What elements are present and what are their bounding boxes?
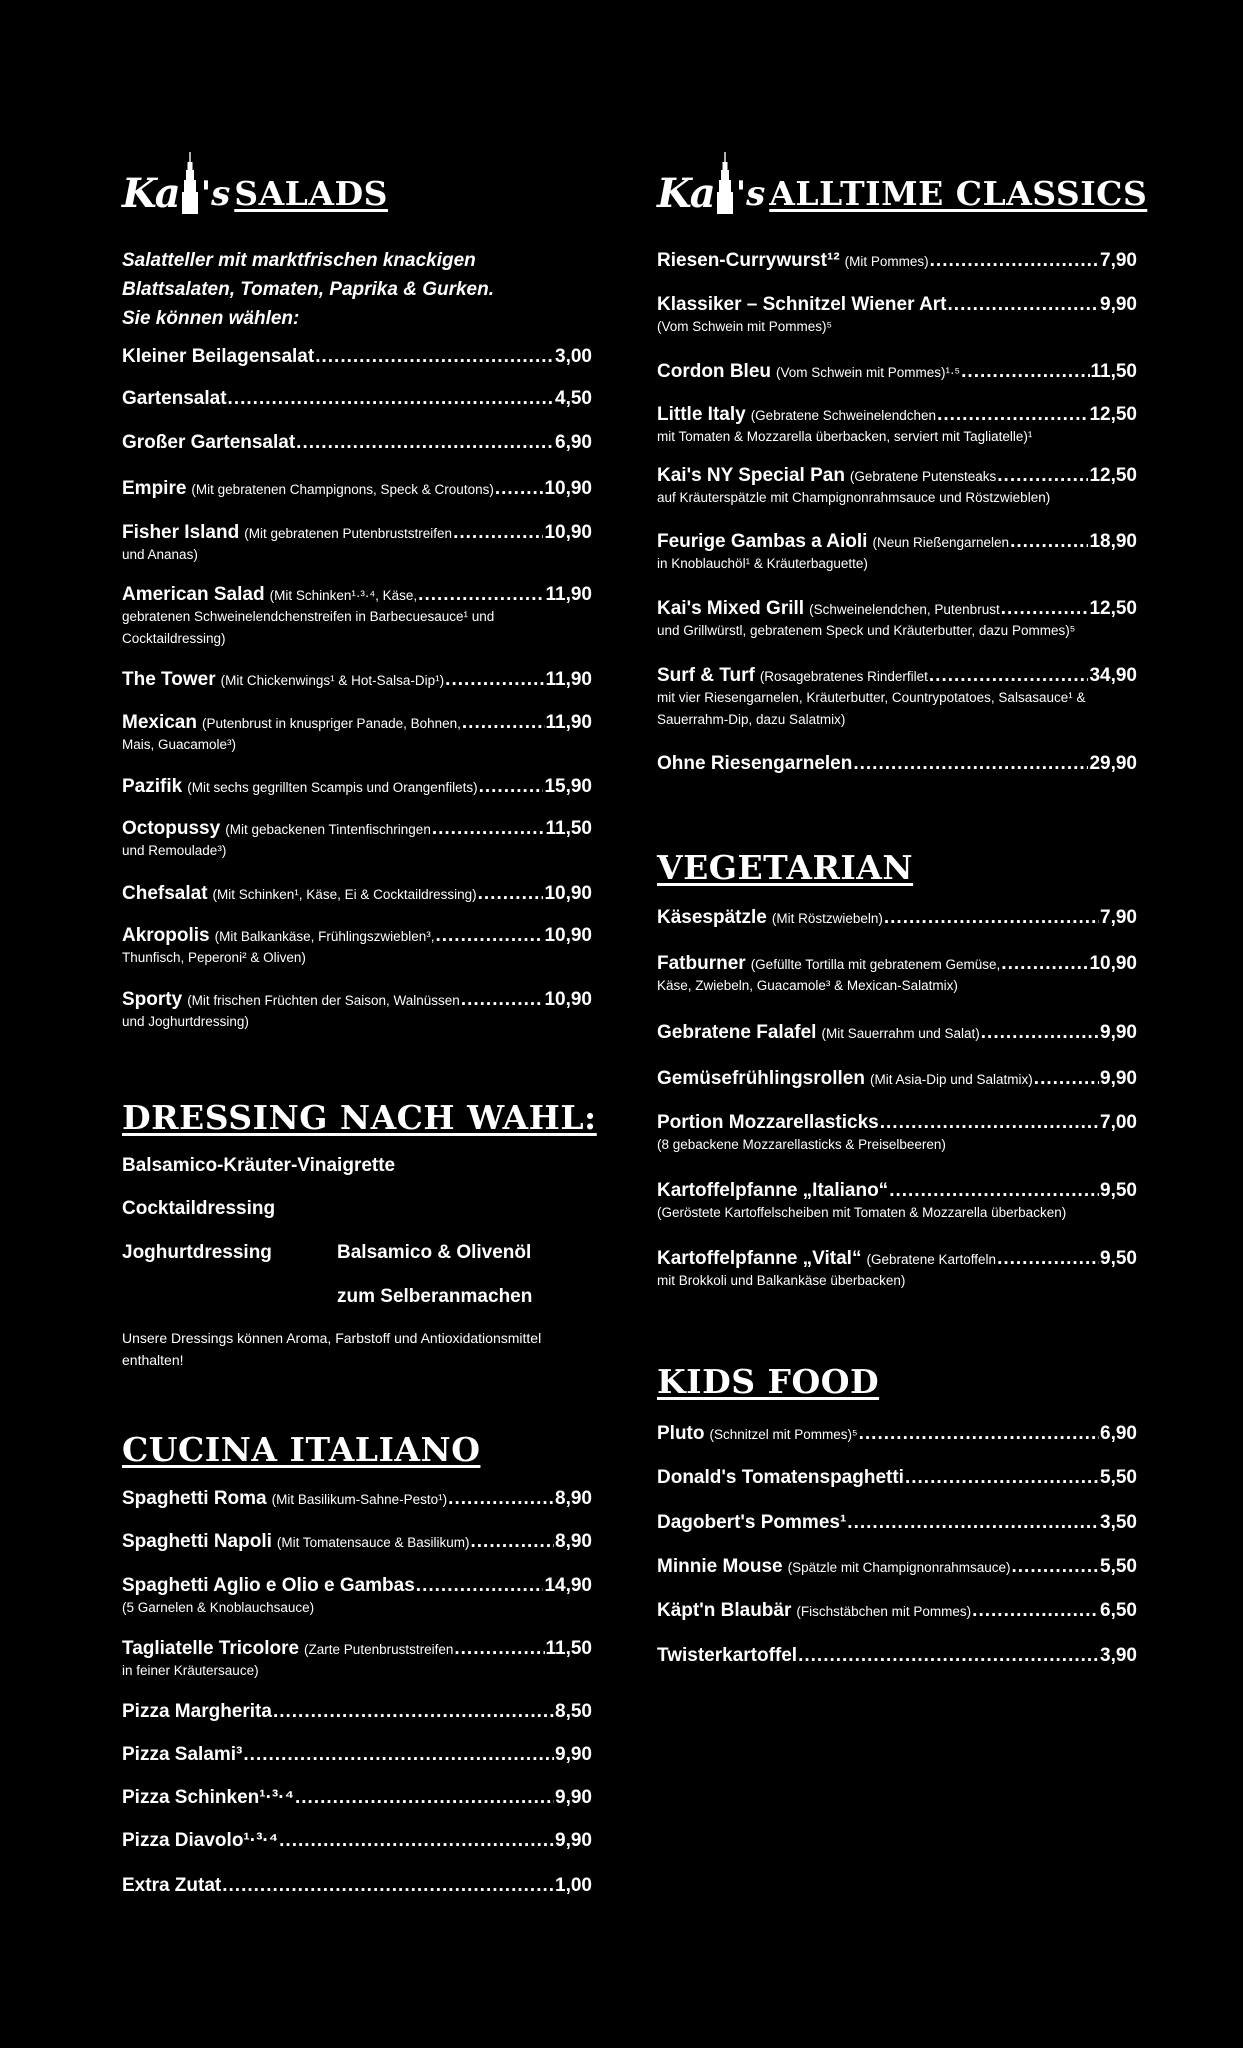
menu-item xyxy=(657,1556,1137,1578)
menu-item-line xyxy=(657,1423,1137,1445)
menu-item-name: Empire xyxy=(122,478,187,499)
menu-item-note: (Mit Röstzwiebeln) xyxy=(771,911,883,926)
menu-item-line xyxy=(122,925,592,947)
menu-item-line xyxy=(122,1744,592,1766)
menu-item-price: 1,00 xyxy=(555,1875,592,1896)
dot-leader xyxy=(972,1600,1099,1622)
menu-item-name: Pizza Schinken¹·³·⁴ xyxy=(122,1787,294,1808)
menu-item-line xyxy=(657,1112,1137,1134)
menu-item-note: (Spätzle mit Champignonrahmsauce) xyxy=(787,1560,1011,1575)
menu-item-name: Akropolis xyxy=(122,925,210,946)
menu-item-description: (Vom Schwein mit Pommes)⁵ xyxy=(657,319,833,334)
menu-item-description: mit vier Riesengarnelen, Kräuterbutter, Countrypotatoes, Salsasauce¹ & Sauerrahm-Dip, dazu Salatmix) xyxy=(657,690,1086,727)
menu-item-description: Mais, Guacamole³) xyxy=(122,737,237,752)
menu-item-price: 10,90 xyxy=(544,989,592,1010)
dot-leader xyxy=(279,1830,554,1852)
menu-item xyxy=(122,1787,592,1809)
dot-leader xyxy=(905,1467,1099,1489)
menu-item-line xyxy=(657,598,1137,620)
dot-leader xyxy=(295,1787,554,1809)
menu-item xyxy=(657,404,1137,448)
vegetarian-title: VEGETARIAN xyxy=(657,848,914,887)
menu-item-line xyxy=(122,1575,592,1597)
dot-leader xyxy=(997,1248,1099,1270)
menu-item-line xyxy=(657,531,1137,553)
menu-item-note: (Neun Rießengarnelen xyxy=(872,535,1010,550)
menu-item xyxy=(122,522,592,566)
menu-item-price: 9,90 xyxy=(555,1744,592,1765)
menu-item-note: (Mit gebratenen Putenbruststreifen xyxy=(244,526,453,541)
menu-item-line xyxy=(657,1068,1137,1090)
menu-item xyxy=(122,669,592,691)
menu-item-price: 7,00 xyxy=(1100,1112,1137,1133)
empire-state-building-icon xyxy=(181,152,199,214)
menu-item-name: Donald's Tomatenspaghetti xyxy=(657,1467,904,1488)
menu-item xyxy=(657,1467,1137,1489)
menu-item-name: Käpt'n Blaubär xyxy=(657,1600,792,1621)
menu-item-price: 11,50 xyxy=(545,1638,592,1659)
kais-logo xyxy=(657,150,766,217)
menu-item-price: 9,50 xyxy=(1100,1248,1137,1269)
menu-item-name: Fatburner xyxy=(657,953,746,974)
menu-item-line xyxy=(657,907,1137,929)
kais-logo xyxy=(122,150,231,217)
menu-item-price: 11,90 xyxy=(545,669,592,690)
menu-item-name: Pizza Margherita xyxy=(122,1701,272,1722)
empire-state-building-icon xyxy=(716,152,734,214)
menu-item-price: 6,50 xyxy=(1100,1600,1137,1621)
dot-leader xyxy=(981,1022,1099,1044)
menu-item-line xyxy=(657,404,1137,426)
menu-item-name: Feurige Gambas a Aioli xyxy=(657,531,868,552)
menu-item-note: (Mit Basilikum-Sahne-Pesto¹) xyxy=(271,1492,448,1507)
menu-item xyxy=(122,925,592,969)
dot-leader xyxy=(315,346,554,368)
menu-item-name: Little Italy xyxy=(657,404,746,425)
menu-item xyxy=(657,1022,1137,1044)
dot-leader xyxy=(847,1512,1099,1534)
dressing-notice: Unsere Dressings können Aroma, Farbstoff und Antioxidationsmittel enthalten! xyxy=(122,1330,542,1368)
menu-item xyxy=(122,818,592,862)
menu-item-name: Spaghetti Napoli xyxy=(122,1531,272,1552)
menu-item-price: 8,90 xyxy=(555,1531,592,1552)
dot-leader xyxy=(948,294,1100,316)
menu-item-name: Pizza Diavolo¹·³·⁴ xyxy=(122,1830,279,1851)
menu-item-price: 12,50 xyxy=(1089,465,1137,486)
dot-leader xyxy=(435,925,543,947)
menu-item-line xyxy=(657,361,1137,383)
kids-title: KIDS FOOD xyxy=(657,1362,880,1401)
dot-leader xyxy=(880,1112,1099,1134)
menu-item xyxy=(122,478,592,500)
menu-item-price: 9,90 xyxy=(555,1830,592,1851)
menu-item-note: (Putenbrust in knuspriger Panade, Bohnen, xyxy=(201,716,461,731)
menu-item-note: (Mit Asia-Dip und Salatmix) xyxy=(869,1072,1033,1087)
classics-heading xyxy=(657,150,1148,217)
menu-item-price: 10,90 xyxy=(544,478,592,499)
menu-item-price: 12,50 xyxy=(1089,404,1137,425)
menu-item-name: Gebratene Falafel xyxy=(657,1022,817,1043)
menu-item xyxy=(657,1068,1137,1090)
logo-ka: Ka xyxy=(657,170,714,217)
menu-item-price: 8,90 xyxy=(555,1488,592,1509)
menu-item-name: Ohne Riesengarnelen xyxy=(657,753,853,774)
classics-title: ALLTIME CLASSICS xyxy=(769,174,1148,213)
menu-item-note: (Mit Schinken¹·³·⁴, Käse, xyxy=(269,588,418,603)
menu-item-note: (Mit Balkankäse, Frühlingszwieblen³, xyxy=(214,929,435,944)
menu-item-description: (8 gebackene Mozzarellasticks & Preiselbeeren) xyxy=(657,1137,946,1152)
dot-leader xyxy=(416,1575,544,1597)
menu-item xyxy=(657,1423,1137,1445)
menu-item-line xyxy=(122,388,592,410)
dressing-option: Cocktaildressing xyxy=(122,1198,276,1219)
menu-item-line xyxy=(657,1512,1137,1534)
menu-item-line xyxy=(122,883,592,905)
menu-item-price: 11,90 xyxy=(545,584,592,605)
menu-item-note: (Mit gebratenen Champignons, Speck & Croutons) xyxy=(191,482,494,497)
dressing-option-note: zum Selberanmachen xyxy=(337,1286,533,1307)
dot-leader xyxy=(273,1701,554,1723)
menu-item-price: 11,90 xyxy=(545,712,592,733)
menu-item xyxy=(657,250,1137,272)
menu-item-name: Kai's Mixed Grill xyxy=(657,598,805,619)
menu-item-note: (Mit gebackenen Tintenfischringen xyxy=(225,822,431,837)
menu-item xyxy=(122,1701,592,1723)
menu-item-description: gebratenen Schweinelendchenstreifen in Barbecuesauce¹ und Cocktaildressing) xyxy=(122,609,495,646)
dot-leader xyxy=(889,1180,1099,1202)
menu-item-line xyxy=(122,1830,592,1852)
menu-item xyxy=(657,1600,1137,1622)
dressing-option: Joghurtdressing xyxy=(122,1242,272,1263)
menu-item-name: Minnie Mouse xyxy=(657,1556,783,1577)
menu-item-name: Riesen-Currywurst¹² xyxy=(657,250,840,271)
menu-item-line xyxy=(122,712,592,734)
menu-item-line xyxy=(657,665,1137,687)
menu-item-line xyxy=(122,1875,592,1897)
dot-leader xyxy=(479,776,544,798)
menu-item xyxy=(657,531,1137,575)
menu-item-name: Tagliatelle Tricolore xyxy=(122,1638,300,1659)
menu-item-description: und Joghurtdressing) xyxy=(122,1014,249,1029)
dressing-title: DRESSING NACH WAHL: xyxy=(122,1098,597,1137)
menu-item-line xyxy=(122,776,592,798)
menu-item-name: Kartoffelpfanne „Vital“ xyxy=(657,1248,862,1269)
menu-item-description: Thunfisch, Peperoni² & Oliven) xyxy=(122,950,306,965)
menu-item-note: (Gebratene Schweinelendchen xyxy=(750,408,937,423)
dot-leader xyxy=(1011,1556,1099,1578)
menu-item-name: Kartoffelpfanne „Italiano“ xyxy=(657,1180,889,1201)
menu-item-name: Gartensalat xyxy=(122,388,227,409)
menu-item-name: Pluto xyxy=(657,1423,705,1444)
menu-item xyxy=(122,432,592,454)
menu-item-name: Twisterkartoffel xyxy=(657,1645,798,1666)
menu-item-description: und Grillwürstl, gebratenem Speck und Kräuterbutter, dazu Pommes)⁵ xyxy=(657,623,1076,638)
dot-leader xyxy=(997,465,1088,487)
menu-item-note: (Mit Pommes) xyxy=(844,254,929,269)
menu-item-name: Extra Zutat xyxy=(122,1875,222,1896)
menu-item-note: (Gebratene Putensteaks xyxy=(849,469,997,484)
menu-item xyxy=(657,1512,1137,1534)
menu-item-description: (5 Garnelen & Knoblauchsauce) xyxy=(122,1600,315,1615)
menu-item-name: Dagobert's Pommes¹ xyxy=(657,1512,847,1533)
menu-item-name: The Tower xyxy=(122,669,216,690)
menu-item-name: Mexican xyxy=(122,712,197,733)
menu-item xyxy=(122,584,592,650)
menu-item xyxy=(657,1248,1137,1292)
menu-item-line xyxy=(122,522,592,544)
dot-leader xyxy=(853,753,1088,775)
menu-item-price: 6,90 xyxy=(555,432,592,453)
menu-item-line xyxy=(122,669,592,691)
menu-item-note: (Zarte Putenbruststreifen xyxy=(304,1642,454,1657)
menu-item xyxy=(657,665,1137,731)
menu-item-line xyxy=(122,478,592,500)
menu-item-name: Kai's NY Special Pan xyxy=(657,465,845,486)
dot-leader xyxy=(929,665,1089,687)
menu-item-line xyxy=(657,250,1137,272)
menu-item-line xyxy=(657,1556,1137,1578)
dot-leader xyxy=(1034,1068,1099,1090)
menu-item-name: Fisher Island xyxy=(122,522,240,543)
menu-item-price: 18,90 xyxy=(1089,531,1137,552)
menu-item-price: 3,50 xyxy=(1100,1512,1137,1533)
dot-leader xyxy=(1001,598,1089,620)
dot-leader xyxy=(461,989,544,1011)
menu-item-name: Großer Gartensalat xyxy=(122,432,296,453)
dot-leader xyxy=(859,1423,1099,1445)
dot-leader xyxy=(418,584,544,606)
logo-ka: Ka xyxy=(122,170,179,217)
menu-item-name: Käsespätzle xyxy=(657,907,767,928)
menu-item-price: 11,50 xyxy=(545,818,592,839)
menu-item-description: in feiner Kräutersauce) xyxy=(122,1663,259,1678)
menu-item-name: Pizza Salami³ xyxy=(122,1744,243,1765)
intro-line: Salatteller mit marktfrischen knackigen xyxy=(122,250,476,271)
menu-item-line xyxy=(122,1701,592,1723)
dot-leader xyxy=(1001,953,1088,975)
menu-item xyxy=(657,1645,1137,1667)
dot-leader xyxy=(462,712,545,734)
dot-leader xyxy=(470,1531,554,1553)
menu-item-line xyxy=(122,346,592,368)
menu-item-line xyxy=(657,1467,1137,1489)
dot-leader xyxy=(228,388,554,410)
menu-item-name: Portion Mozzarellasticks xyxy=(657,1112,879,1133)
menu-item-line xyxy=(657,465,1137,487)
dot-leader xyxy=(495,478,544,500)
dot-leader xyxy=(884,907,1099,929)
menu-item-name: Surf & Turf xyxy=(657,665,755,686)
menu-item-note: (Gefüllte Tortilla mit gebratenem Gemüse, xyxy=(750,957,1001,972)
dot-leader xyxy=(448,1488,554,1510)
menu-item-price: 34,90 xyxy=(1089,665,1137,686)
menu-item-name: Pazifik xyxy=(122,776,183,797)
dressing-option: Balsamico & Olivenöl xyxy=(337,1242,532,1263)
menu-item xyxy=(122,346,592,368)
menu-item xyxy=(657,361,1137,383)
menu-item xyxy=(122,1638,592,1682)
menu-item-line xyxy=(657,753,1137,775)
menu-item xyxy=(657,1112,1137,1156)
menu-item-note: (Schnitzel mit Pommes)⁵ xyxy=(709,1427,858,1442)
menu-item xyxy=(657,753,1137,775)
menu-item-line xyxy=(122,1638,592,1660)
logo-s: 's xyxy=(735,174,766,214)
menu-item-description: (Geröstete Kartoffelscheiben mit Tomaten & Mozzarella überbacken) xyxy=(657,1205,1067,1220)
menu-item xyxy=(122,1575,592,1619)
menu-item-note: (Gebratene Kartoffeln xyxy=(866,1252,997,1267)
menu-item-price: 5,50 xyxy=(1100,1556,1137,1577)
menu-item xyxy=(122,1531,592,1553)
menu-item-line xyxy=(122,989,592,1011)
menu-item-line xyxy=(657,953,1137,975)
dot-leader xyxy=(222,1875,554,1897)
menu-item xyxy=(657,953,1137,997)
dot-leader xyxy=(961,361,1089,383)
dot-leader xyxy=(798,1645,1099,1667)
menu-item-description: mit Tomaten & Mozzarella überbacken, serviert mit Tagliatelle)¹ xyxy=(657,429,1033,444)
menu-item-line xyxy=(122,818,592,840)
dot-leader xyxy=(296,432,554,454)
menu-item-line xyxy=(657,1180,1137,1202)
menu-item-name: Gemüsefrühlingsrollen xyxy=(657,1068,865,1089)
menu-item-note: (Mit sechs gegrillten Scampis und Orangenfilets) xyxy=(187,780,478,795)
menu-item-name: Spaghetti Aglio e Olio e Gambas xyxy=(122,1575,415,1596)
menu-item-price: 15,90 xyxy=(544,776,592,797)
menu-item-price: 7,90 xyxy=(1100,907,1137,928)
menu-item-price: 9,90 xyxy=(1100,294,1137,315)
dot-leader xyxy=(454,1638,544,1660)
menu-item-note: (Mit Sauerrahm und Salat) xyxy=(821,1026,980,1041)
dot-leader xyxy=(243,1744,554,1766)
menu-item-price: 10,90 xyxy=(544,925,592,946)
menu-item xyxy=(122,883,592,905)
menu-item-name: Spaghetti Roma xyxy=(122,1488,267,1509)
menu-item-price: 3,90 xyxy=(1100,1645,1137,1666)
menu-item-price: 9,50 xyxy=(1100,1180,1137,1201)
menu-item-price: 9,90 xyxy=(555,1787,592,1808)
dot-leader xyxy=(1010,531,1088,553)
menu-item-price: 4,50 xyxy=(555,388,592,409)
dressing-option: Balsamico-Kräuter-Vinaigrette xyxy=(122,1155,396,1176)
menu-item xyxy=(122,712,592,756)
menu-item xyxy=(122,1744,592,1766)
menu-item xyxy=(122,1830,592,1852)
dot-leader xyxy=(478,883,544,905)
menu-item-line xyxy=(122,1531,592,1553)
dot-leader xyxy=(937,404,1088,426)
menu-item xyxy=(122,388,592,410)
menu-item-line xyxy=(122,584,592,606)
menu-item-description: Käse, Zwiebeln, Guacamole³ & Mexican-Salatmix) xyxy=(657,978,958,993)
menu-item-description: mit Brokkoli und Balkankäse überbacken) xyxy=(657,1273,906,1288)
menu-item-price: 8,50 xyxy=(555,1701,592,1722)
salads-heading xyxy=(122,150,388,217)
menu-item xyxy=(657,294,1137,338)
menu-item-note: (Mit Tomatensauce & Basilikum) xyxy=(276,1535,470,1550)
menu-item-price: 12,50 xyxy=(1089,598,1137,619)
menu-item-note: (Mit Schinken¹, Käse, Ei & Cocktaildressing) xyxy=(212,887,477,902)
menu-item-line xyxy=(657,294,1137,316)
italiano-title: CUCINA ITALIANO xyxy=(122,1430,481,1469)
menu-item-line xyxy=(657,1248,1137,1270)
menu-item-line xyxy=(657,1645,1137,1667)
menu-item-description: in Knoblauchöl¹ & Kräuterbaguette) xyxy=(657,556,868,571)
menu-item-description: und Ananas) xyxy=(122,547,198,562)
logo-s: 's xyxy=(200,174,231,214)
menu-item-line xyxy=(122,432,592,454)
menu-item-note: (Mit frischen Früchten der Saison, Walnüssen xyxy=(187,993,460,1008)
menu-item-name: Klassiker – Schnitzel Wiener Art xyxy=(657,294,947,315)
menu-item-line xyxy=(657,1600,1137,1622)
intro-line: Blattsalaten, Tomaten, Paprika & Gurken. xyxy=(122,279,495,300)
menu-item-description: und Remoulade³) xyxy=(122,843,227,858)
menu-item-name: Octopussy xyxy=(122,818,221,839)
dot-leader xyxy=(432,818,545,840)
menu-item-price: 3,00 xyxy=(555,346,592,367)
menu-item-line xyxy=(122,1488,592,1510)
menu-item-note: (Mit Chickenwings¹ & Hot-Salsa-Dip¹) xyxy=(220,673,445,688)
menu-item-name: Kleiner Beilagensalat xyxy=(122,346,315,367)
dot-leader xyxy=(453,522,543,544)
menu-item-line xyxy=(122,1787,592,1809)
menu-item-note: (Vom Schwein mit Pommes)¹·⁵ xyxy=(776,365,961,380)
menu-item-name: Chefsalat xyxy=(122,883,208,904)
menu-item xyxy=(657,465,1137,509)
menu-item-price: 10,90 xyxy=(544,883,592,904)
menu-item xyxy=(657,1180,1137,1224)
menu-item-price: 6,90 xyxy=(1100,1423,1137,1444)
menu-item-price: 9,90 xyxy=(1100,1068,1137,1089)
dot-leader xyxy=(445,669,544,691)
menu-item-price: 14,90 xyxy=(544,1575,592,1596)
menu-item-note: (Schweinelendchen, Putenbrust xyxy=(809,602,1000,617)
menu-item xyxy=(122,776,592,798)
menu-item-name: Sporty xyxy=(122,989,183,1010)
menu-item-name: American Salad xyxy=(122,584,265,605)
menu-item-note: (Fischstäbchen mit Pommes) xyxy=(796,1604,972,1619)
menu-item-price: 9,90 xyxy=(1100,1022,1137,1043)
menu-item-price: 7,90 xyxy=(1100,250,1137,271)
menu-item-description: auf Kräuterspätzle mit Champignonrahmsauce und Röstzwieblen) xyxy=(657,490,1051,505)
menu-item-price: 29,90 xyxy=(1089,753,1137,774)
menu-item xyxy=(122,1875,592,1897)
menu-item-price: 11,50 xyxy=(1090,361,1137,382)
menu-item-price: 10,90 xyxy=(1089,953,1137,974)
menu-item-note: (Rosagebratenes Rinderfilet xyxy=(759,669,928,684)
menu-item xyxy=(122,1488,592,1510)
menu-item xyxy=(657,907,1137,929)
dot-leader xyxy=(930,250,1099,272)
menu-item-price: 10,90 xyxy=(544,522,592,543)
menu-item xyxy=(657,598,1137,642)
intro-line: Sie können wählen: xyxy=(122,308,300,329)
menu-item xyxy=(122,989,592,1033)
salads-title: SALADS xyxy=(234,174,388,213)
menu-item-name: Cordon Bleu xyxy=(657,361,771,382)
salads-intro xyxy=(122,246,592,333)
menu-item-price: 5,50 xyxy=(1100,1467,1137,1488)
menu-item-line xyxy=(657,1022,1137,1044)
